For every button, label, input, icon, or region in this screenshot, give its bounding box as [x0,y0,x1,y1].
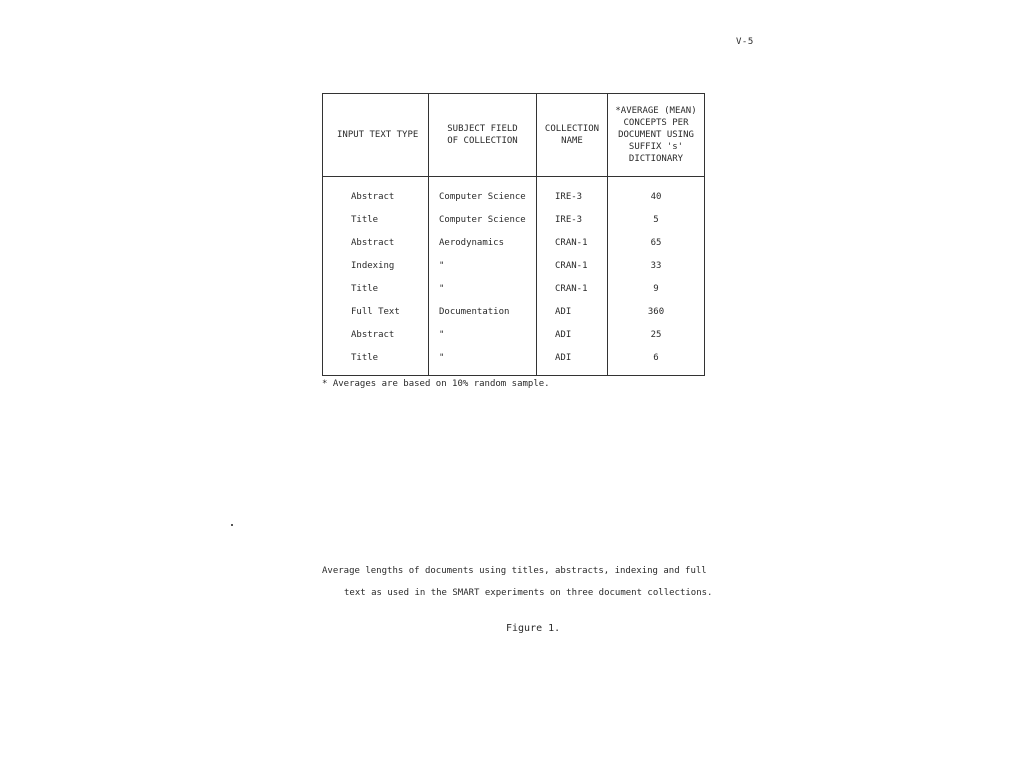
cell-average-concepts: 360 [608,300,705,323]
cell-input-text-type: Title [323,277,429,300]
cell-input-text-type: Abstract [323,323,429,346]
header-collection-name: COLLECTION NAME [537,94,608,177]
concepts-table [322,93,705,376]
cell-input-text-type: Abstract [323,231,429,254]
cell-subject-field: Computer Science [429,208,537,231]
cell-input-text-type: Abstract [323,177,429,209]
cell-subject-field: " [429,254,537,277]
cell-input-text-type: Full Text [323,300,429,323]
header-average-concepts: *AVERAGE (MEAN) CONCEPTS PER DOCUMENT USING SUFFIX 's' DICTIONARY [608,94,705,177]
cell-input-text-type: Indexing [323,254,429,277]
cell-collection-name: ADI [537,346,608,376]
cell-average-concepts: 33 [608,254,705,277]
cell-input-text-type: Title [323,208,429,231]
scan-speck [231,524,233,526]
cell-average-concepts: 40 [608,177,705,209]
figure-label: Figure 1. [506,623,561,634]
cell-subject-field: " [429,323,537,346]
cell-collection-name: ADI [537,323,608,346]
header-input-text-type: INPUT TEXT TYPE [323,94,429,177]
cell-subject-field: Documentation [429,300,537,323]
cell-collection-name: CRAN-1 [537,231,608,254]
table-row [323,231,705,254]
cell-average-concepts: 9 [608,277,705,300]
table-row [323,300,705,323]
cell-average-concepts: 25 [608,323,705,346]
table-header-row [323,94,705,177]
cell-collection-name: CRAN-1 [537,254,608,277]
cell-subject-field: Computer Science [429,177,537,209]
cell-subject-field: " [429,277,537,300]
cell-collection-name: ADI [537,300,608,323]
cell-collection-name: IRE-3 [537,208,608,231]
table-row [323,177,705,209]
table-row [323,208,705,231]
caption-line-2: text as used in the SMART experiments on three document collections. [344,588,713,598]
table-row [323,277,705,300]
page-number: V-5 [736,37,754,47]
table-row [323,254,705,277]
table-body [323,177,705,376]
cell-collection-name: IRE-3 [537,177,608,209]
cell-subject-field: Aerodynamics [429,231,537,254]
cell-subject-field: " [429,346,537,376]
cell-collection-name: CRAN-1 [537,277,608,300]
table-footnote: * Averages are based on 10% random sample. [322,379,550,389]
cell-average-concepts: 65 [608,231,705,254]
table-row [323,323,705,346]
cell-average-concepts: 6 [608,346,705,376]
caption-line-1: Average lengths of documents using titles, abstracts, indexing and full [322,566,707,576]
cell-input-text-type: Title [323,346,429,376]
concepts-table-container [322,93,704,369]
header-subject-field: SUBJECT FIELD OF COLLECTION [429,94,537,177]
table-row [323,346,705,376]
cell-average-concepts: 5 [608,208,705,231]
